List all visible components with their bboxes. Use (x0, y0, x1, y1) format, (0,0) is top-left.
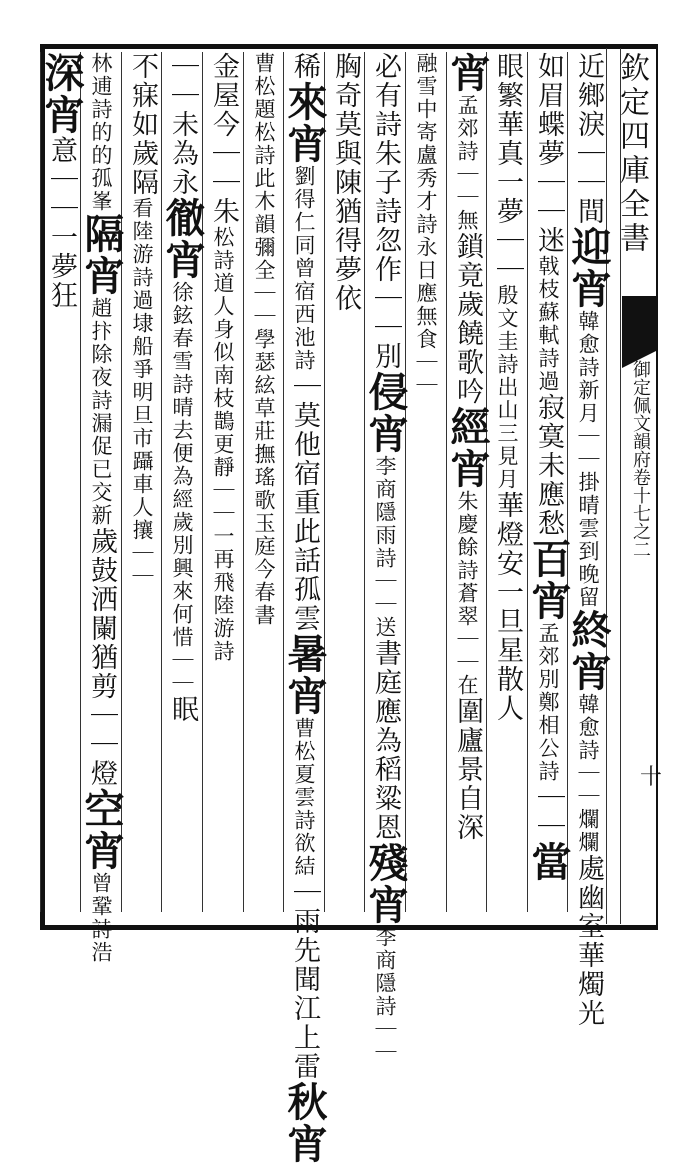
body-text: 必有詩朱子詩忽作｜｜別 (370, 52, 401, 371)
text-column (565, 52, 612, 1028)
body-text: ｜莫他宿重此話孤雲 (289, 372, 320, 633)
annotation-text: 徐鉉春雪詩晴去便為經歲別興來何惜｜｜ (170, 281, 194, 695)
annotation-text: 戟枝蘇軾詩過 (536, 255, 560, 393)
page-number: 十 (640, 765, 663, 790)
body-text: 眠 (167, 695, 198, 724)
book-title: 欽定四庫全書 (614, 52, 649, 256)
body-text: 近鄉淚｜｜間 (573, 52, 604, 226)
text-column (78, 52, 125, 964)
text-column (281, 52, 328, 1165)
text-column (362, 52, 409, 1064)
body-text: 稀 (289, 52, 320, 81)
text-column (38, 52, 85, 912)
entry-headword: 深宵 (38, 52, 85, 136)
body-text: 圍廬景自深 (452, 697, 483, 842)
body-text: 鎖竟歲饒歌吟 (452, 232, 483, 406)
body-text: 金屋今｜｜朱 (208, 52, 239, 226)
volume-label (622, 360, 658, 580)
body-text: 書庭應為稻粱恩 (370, 639, 401, 842)
body-text: 眼繁華真一夢｜｜ (492, 52, 523, 284)
annotation-text: 殷文圭詩出山三見月 (495, 284, 519, 491)
text-column (525, 52, 572, 912)
body-text: ｜｜ (533, 783, 564, 841)
body-text: ｜雨先聞江上雷 (289, 878, 320, 1081)
entry-headword: 秋宵 (281, 1081, 328, 1165)
text-column (243, 52, 285, 912)
body-text: 意｜｜一夢狂 (46, 136, 77, 310)
annotation-text: 曹松題松詩此木韻彌全｜｜學瑟絃草莊撫瑤歌玉庭今春書 (252, 52, 276, 627)
body-text: 猶得夢依 (330, 197, 361, 313)
body-text: 寂寞未應愁 (533, 393, 564, 538)
annotation-text: 朱慶餘詩蒼翠｜｜在 (455, 490, 479, 697)
text-column (324, 52, 366, 912)
annotation-text: 孟郊別鄭相公詩 (536, 622, 560, 783)
text-column (444, 52, 491, 912)
annotation-text: 韓愈詩新月｜｜掛晴雲到晚留 (576, 310, 600, 609)
body-text: 胸奇莫與陳 (330, 52, 361, 197)
body-text: 不寐如歲隔 (127, 52, 158, 197)
text-column (486, 52, 528, 912)
entry-headword: 百宵 (525, 538, 572, 622)
entry-headword: 迎宵 (565, 226, 612, 310)
body-text: 華燈安一旦星散人 (492, 491, 523, 723)
annotation-text: 李商隱雨詩｜｜送 (373, 455, 397, 639)
annotation-text: 孟郊詩｜｜無 (455, 94, 479, 232)
text-column (159, 52, 206, 912)
annotation-text: 曹松夏雲詩欲結 (292, 717, 316, 878)
body-text: 處幽室華燭光 (573, 854, 604, 1028)
entry-headword: 來宵 (281, 81, 328, 165)
annotation-text: 林逋詩的的孤峯 (89, 52, 113, 213)
annotation-text: 看陸游詩過埭船爭明旦市躡車人攘｜｜ (130, 197, 154, 588)
annotation-text: 劉得仁同曾宿西池詩 (292, 165, 316, 372)
entry-headword: 經宵 (444, 406, 491, 490)
annotation-text: 松詩道人身似南枝鵲更靜｜｜一再飛陸游詩 (211, 226, 235, 663)
fish-tail-mark (622, 296, 658, 350)
annotation-text: 趙抃除夜詩漏促已交新 (89, 297, 113, 527)
text-column (405, 52, 447, 912)
entry-headword: 空宵 (78, 788, 125, 872)
annotation-text: 曾鞏詩浩 (89, 872, 113, 964)
body-text: 如眉蝶夢｜｜迷 (533, 52, 564, 255)
entry-headword: 侵宵 (362, 371, 409, 455)
body-text: ｜｜未為永 (167, 52, 198, 197)
annotation-text: 李商隱詩｜｜ (373, 926, 397, 1064)
text-column (121, 52, 163, 912)
entry-headword: 當 (525, 841, 572, 883)
entry-headword: 終宵 (565, 609, 612, 693)
entry-headword: 隔宵 (78, 213, 125, 297)
section-title: 御定佩文韻府 (630, 360, 651, 468)
text-column (202, 52, 244, 912)
entry-headword: 暑宵 (281, 633, 328, 717)
annotation-text: 融雪中寄盧秀才詩永日應無食｜｜ (414, 52, 438, 397)
entry-headword: 徹宵 (159, 197, 206, 281)
annotation-text: 韓愈詩｜｜爛爛 (576, 693, 600, 854)
entry-headword: 宵 (444, 52, 491, 94)
body-text: 歲鼓洒闌猶剪｜｜燈 (86, 527, 117, 788)
entry-headword: 殘宵 (362, 842, 409, 926)
volume-number: 卷十七之二 (630, 468, 651, 558)
